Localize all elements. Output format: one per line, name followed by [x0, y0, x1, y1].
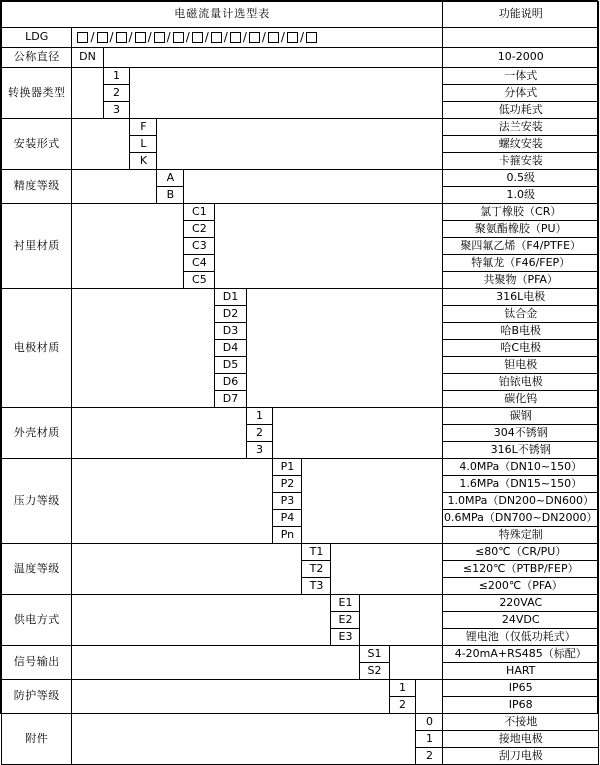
desc-protection-2: IP68	[443, 697, 599, 714]
slash-icon: /	[109, 29, 114, 44]
slash-icon: /	[223, 29, 228, 44]
desc-pressure-1: 4.0MPa（DN10~150）	[443, 459, 599, 476]
code-electrode-4: D4	[215, 340, 246, 357]
table-row-liner-1	[2, 204, 599, 221]
code-pressure-3: P3	[273, 493, 302, 510]
code-electrode-5: D5	[215, 357, 246, 374]
desc-install-type-2: 螺纹安装	[443, 136, 599, 153]
spacer-cell	[72, 289, 215, 408]
code-pattern-boxes	[72, 31, 442, 45]
row-label-signal: 信号输出	[2, 646, 72, 680]
desc-accessory-1: 不接地	[443, 714, 599, 731]
desc-power-2: 24VDC	[443, 612, 599, 629]
slash-icon: /	[128, 29, 133, 44]
table-row-install-type-1	[2, 119, 599, 136]
code-box-icon	[211, 32, 222, 43]
spacer-cell	[331, 544, 443, 595]
code-converter-type-3: 3	[103, 102, 130, 119]
row-label-liner: 衬里材质	[2, 204, 72, 289]
code-box-icon	[306, 32, 317, 43]
desc-liner-3: 聚四氟乙烯（F4/PTFE）	[443, 238, 599, 255]
slash-icon: /	[242, 29, 247, 44]
spacer-cell	[72, 68, 103, 119]
code-liner-5: C5	[184, 272, 215, 289]
code-box-icon	[249, 32, 260, 43]
code-liner-4: C4	[184, 255, 215, 272]
row-label-accuracy: 精度等级	[2, 170, 72, 204]
desc-housing-1: 碳钢	[443, 408, 599, 425]
desc-install-type-1: 法兰安装	[443, 119, 599, 136]
spacer-cell	[416, 680, 443, 714]
desc-converter-type-2: 分体式	[443, 85, 599, 102]
desc-housing-2: 304不锈钢	[443, 425, 599, 442]
spacer-cell	[389, 646, 443, 680]
code-electrode-7: D7	[215, 391, 246, 408]
code-box-icon	[77, 32, 88, 43]
row-label-accessory: 附件	[2, 714, 72, 765]
desc-electrode-7: 碳化钨	[443, 391, 599, 408]
code-accuracy-1: A	[157, 170, 184, 187]
desc-accessory-3: 刮刀电极	[443, 748, 599, 765]
code-pressure-5: Pn	[273, 527, 302, 544]
desc-pressure-2: 1.6MPa（DN15~150）	[443, 476, 599, 493]
table-row-nominal-diameter	[2, 48, 599, 68]
desc-electrode-5: 钽电极	[443, 357, 599, 374]
table-row-pressure-1	[2, 459, 599, 476]
code-signal-2: S2	[360, 663, 389, 680]
desc-temperature-2: ≤120℃（PTBP/FEP）	[443, 561, 599, 578]
row-label-power: 供电方式	[2, 595, 72, 646]
code-box-icon	[116, 32, 127, 43]
table-row-power-1	[2, 595, 599, 612]
table-row-converter-type-1	[2, 68, 599, 85]
table-row-accuracy-1	[2, 170, 599, 187]
desc-electrode-3: 哈B电极	[443, 323, 599, 340]
desc-power-3: 锂电池（仅低功耗式）	[443, 629, 599, 646]
slash-icon: /	[204, 29, 209, 44]
spacer-cell	[103, 48, 443, 68]
spacer-cell	[215, 204, 443, 289]
code-housing-1: 1	[246, 408, 273, 425]
slash-icon: /	[166, 29, 171, 44]
code-box-icon	[287, 32, 298, 43]
code-accessory-1: 0	[416, 714, 443, 731]
spacer-cell	[184, 170, 443, 204]
slash-icon: /	[261, 29, 266, 44]
slash-icon: /	[280, 29, 285, 44]
desc-signal-1: 4-20mA+RS485（标配）	[443, 646, 599, 663]
spacer-cell	[72, 170, 157, 204]
code-box-icon	[97, 32, 108, 43]
desc-accuracy-1: 0.5级	[443, 170, 599, 187]
desc-liner-1: 氯丁橡胶（CR）	[443, 204, 599, 221]
code-pressure-1: P1	[273, 459, 302, 476]
desc-header-cell	[443, 28, 599, 48]
row-label-electrode: 电极材质	[2, 289, 72, 408]
table-row-housing-1	[2, 408, 599, 425]
desc-protection-1: IP65	[443, 680, 599, 697]
slash-icon: /	[299, 29, 305, 44]
spacer-cell	[72, 714, 416, 765]
code-converter-type-1: 1	[103, 68, 130, 85]
desc-electrode-4: 哈C电极	[443, 340, 599, 357]
desc-pressure-3: 1.0MPa（DN200~DN600）	[443, 493, 599, 510]
code-temperature-3: T3	[302, 578, 331, 595]
desc-nominal-diameter: 10-2000	[443, 48, 599, 68]
code-pattern	[72, 28, 443, 48]
spacer-cell	[246, 289, 443, 408]
model-prefix: LDG	[2, 28, 72, 48]
desc-liner-5: 共聚物（PFA）	[443, 272, 599, 289]
code-pressure-4: P4	[273, 510, 302, 527]
desc-liner-4: 特氟龙（F46/FEP）	[443, 255, 599, 272]
desc-temperature-1: ≤80℃（CR/PU）	[443, 544, 599, 561]
spacer-cell	[72, 204, 184, 289]
row-label-install-type: 安装形式	[2, 119, 72, 170]
desc-signal-2: HART	[443, 663, 599, 680]
table-title: 电磁流量计选型表	[2, 2, 443, 28]
desc-liner-2: 聚氨酯橡胶（PU）	[443, 221, 599, 238]
code-box-icon	[192, 32, 203, 43]
desc-power-1: 220VAC	[443, 595, 599, 612]
code-pattern-row	[2, 28, 599, 48]
row-label-nominal-diameter: 公称直径	[2, 48, 72, 68]
row-label-converter-type: 转换器类型	[2, 68, 72, 119]
code-liner-2: C2	[184, 221, 215, 238]
table-row-signal-1	[2, 646, 599, 663]
code-protection-1: 1	[389, 680, 416, 697]
code-signal-1: S1	[360, 646, 389, 663]
slash-icon: /	[147, 29, 152, 44]
code-liner-3: C3	[184, 238, 215, 255]
code-temperature-2: T2	[302, 561, 331, 578]
desc-electrode-6: 铂铱电极	[443, 374, 599, 391]
code-electrode-3: D3	[215, 323, 246, 340]
code-accessory-2: 1	[416, 731, 443, 748]
table-row-protection-1	[2, 680, 599, 697]
header-row	[2, 2, 599, 28]
desc-pressure-4: 0.6MPa（DN700~DN2000）	[443, 510, 599, 527]
code-dn: DN	[72, 48, 103, 68]
spacer-cell	[72, 119, 130, 170]
code-protection-2: 2	[389, 697, 416, 714]
code-housing-3: 3	[246, 442, 273, 459]
code-power-3: E3	[331, 629, 360, 646]
desc-pressure-5: 特殊定制	[443, 527, 599, 544]
row-label-temperature: 温度等级	[2, 544, 72, 595]
code-power-2: E2	[331, 612, 360, 629]
table-row-accessory-1	[2, 714, 599, 731]
code-install-type-3: K	[130, 153, 157, 170]
code-electrode-1: D1	[215, 289, 246, 306]
code-box-icon	[230, 32, 241, 43]
spacer-cell	[72, 408, 246, 459]
code-electrode-2: D2	[215, 306, 246, 323]
code-temperature-1: T1	[302, 544, 331, 561]
spacer-cell	[72, 544, 302, 595]
code-converter-type-2: 2	[103, 85, 130, 102]
desc-housing-3: 316L不锈钢	[443, 442, 599, 459]
code-accuracy-2: B	[157, 187, 184, 204]
desc-install-type-3: 卡箍安装	[443, 153, 599, 170]
desc-temperature-3: ≤200℃（PFA）	[443, 578, 599, 595]
code-box-icon	[173, 32, 184, 43]
spacer-cell	[360, 595, 443, 646]
spacer-cell	[130, 68, 443, 119]
code-box-icon	[135, 32, 146, 43]
row-label-housing: 外壳材质	[2, 408, 72, 459]
spacer-cell	[72, 646, 360, 680]
spacer-cell	[72, 680, 389, 714]
spacer-cell	[302, 459, 443, 544]
row-label-protection: 防护等级	[2, 680, 72, 714]
slash-icon: /	[90, 29, 95, 44]
desc-accuracy-2: 1.0级	[443, 187, 599, 204]
desc-converter-type-1: 一体式	[443, 68, 599, 85]
spacer-cell	[273, 408, 443, 459]
code-pressure-2: P2	[273, 476, 302, 493]
table-row-temperature-1	[2, 544, 599, 561]
code-accessory-3: 2	[416, 748, 443, 765]
slash-icon: /	[185, 29, 190, 44]
code-install-type-2: L	[130, 136, 157, 153]
table-row-electrode-1	[2, 289, 599, 306]
desc-column-header: 功能说明	[443, 2, 599, 28]
code-housing-2: 2	[246, 425, 273, 442]
code-electrode-6: D6	[215, 374, 246, 391]
code-box-icon	[268, 32, 279, 43]
desc-converter-type-3: 低功耗式	[443, 102, 599, 119]
desc-electrode-1: 316L电极	[443, 289, 599, 306]
desc-electrode-2: 钛合金	[443, 306, 599, 323]
spacer-cell	[72, 459, 273, 544]
code-box-icon	[154, 32, 165, 43]
model-selection-table	[1, 1, 599, 765]
desc-accessory-2: 接地电极	[443, 731, 599, 748]
spacer-cell	[72, 595, 331, 646]
code-install-type-1: F	[130, 119, 157, 136]
row-label-pressure: 压力等级	[2, 459, 72, 544]
code-power-1: E1	[331, 595, 360, 612]
spacer-cell	[157, 119, 443, 170]
code-liner-1: C1	[184, 204, 215, 221]
